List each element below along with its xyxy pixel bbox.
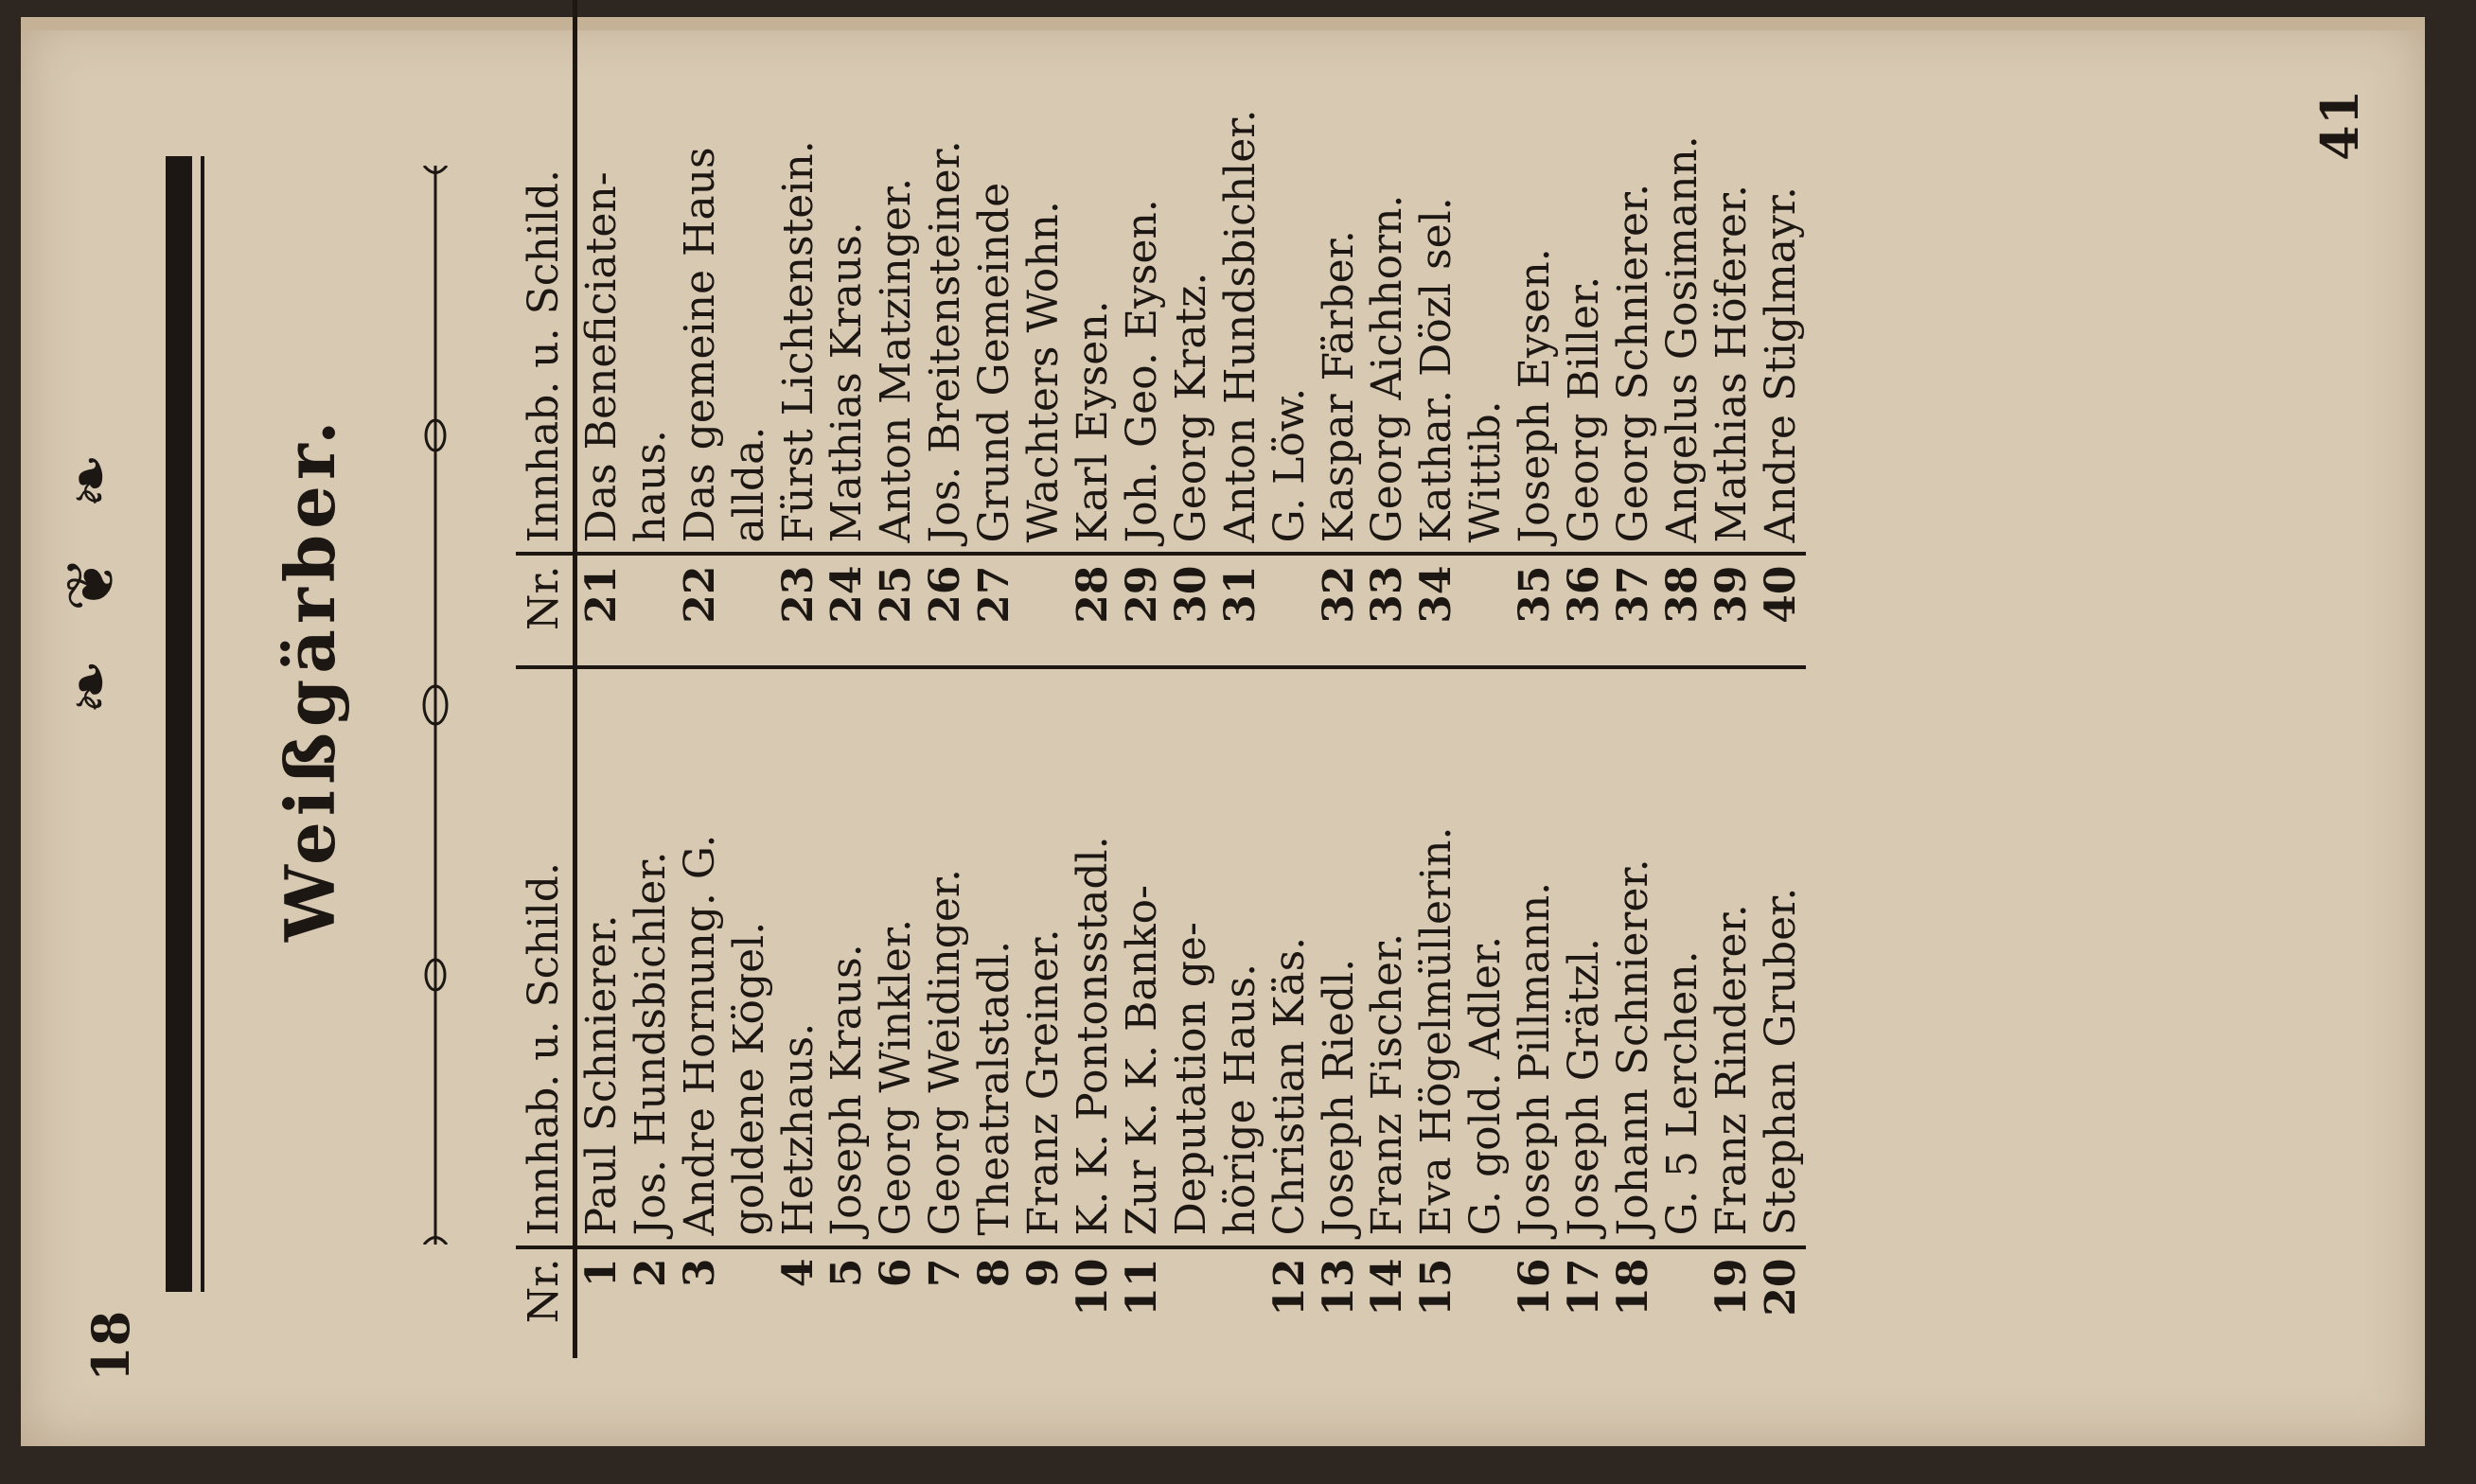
header-owner: Innhab. u. Schild.: [516, 0, 575, 554]
table-row: [1315, 0, 1364, 1358]
owner-name-right: Georg Kratz.: [1166, 272, 1215, 543]
house-number-left: 15: [1412, 1247, 1461, 1358]
house-number-right: 35: [1511, 554, 1560, 667]
house-number-right: 34: [1412, 554, 1461, 667]
table-row: [1757, 0, 1806, 1358]
owner-name-right: Mathias Höferer.: [1707, 184, 1756, 543]
owner-name-left: Theatralstadl.: [970, 940, 1019, 1236]
header-owner: Innhab. u. Schild.: [516, 667, 575, 1247]
owner-name-right: Anton Hundsbichler.: [1215, 109, 1265, 543]
page-title: Weißgärber.: [270, 415, 350, 942]
table-row: [1363, 0, 1412, 1358]
owner-name-left: Jos. Hundsbichler.: [626, 851, 675, 1236]
table-row: [1609, 0, 1658, 1358]
house-number-left: 10: [1069, 1247, 1118, 1358]
owner-name-left: Joseph Pillmann.: [1511, 881, 1560, 1236]
owner-name-left: K. K. Pontonsstadl.: [1068, 836, 1117, 1236]
house-number-left: 4: [774, 1247, 823, 1358]
owner-name-left: Zur K. K. Banko-: [1117, 884, 1166, 1236]
house-number-left: [725, 1247, 774, 1358]
table-row: [1560, 0, 1609, 1358]
house-number-left: 8: [970, 1247, 1019, 1358]
owner-name-right: Georg Biller.: [1560, 275, 1609, 543]
header-ornament: ❧ ❦ ❧: [52, 439, 130, 715]
table-row: [627, 0, 676, 1358]
house-number-left: [1216, 1247, 1265, 1358]
owner-name-left: Georg Winkler.: [872, 918, 921, 1236]
table-row: [1461, 0, 1511, 1358]
house-number-right: 27: [970, 554, 1019, 667]
owner-name-right: Joh. Geo. Eysen.: [1117, 199, 1166, 543]
owner-name-left: Franz Greiner.: [1019, 928, 1069, 1236]
owner-name-right: Das gemeine Haus: [675, 147, 724, 543]
owner-name-right: Jos. Breitensteiner.: [921, 140, 970, 543]
house-number-left: 12: [1265, 1247, 1315, 1358]
house-number-right: 32: [1315, 554, 1364, 667]
owner-name-left: Joseph Kraus.: [822, 944, 872, 1236]
owner-name-left: hörige Haus.: [1215, 963, 1265, 1236]
house-number-right: [627, 554, 676, 667]
house-number-left: 11: [1118, 1247, 1167, 1358]
header-nr: Nr.: [516, 554, 575, 667]
house-number-left: 18: [1609, 1247, 1658, 1358]
owner-name-right: Georg Aichhorn.: [1363, 194, 1412, 543]
owner-name-right: haus.: [626, 429, 675, 543]
house-number-right: [1461, 554, 1511, 667]
house-number-left: 13: [1315, 1247, 1364, 1358]
table-row: [1118, 0, 1167, 1358]
owner-name-right: Das Beneficiaten-: [576, 171, 626, 543]
table-row: [970, 0, 1019, 1358]
house-number-right: 23: [774, 554, 823, 667]
table-row: [1265, 0, 1315, 1358]
owner-name-right: Anton Matzinger.: [872, 177, 921, 543]
table-row: [1167, 0, 1216, 1358]
house-number-right: 24: [822, 554, 872, 667]
house-number-right: [1265, 554, 1315, 667]
house-number-left: 14: [1363, 1247, 1412, 1358]
owner-name-right: Karl Eysen.: [1068, 300, 1117, 543]
owner-name-left: Franz Rinderer.: [1707, 904, 1756, 1236]
owner-name-left: G. gold. Adler.: [1461, 935, 1511, 1236]
house-number-left: [1461, 1247, 1511, 1358]
owner-name-left: Andre Hornung. G.: [675, 834, 724, 1236]
house-number-left: 20: [1757, 1247, 1806, 1358]
house-number-right: 21: [575, 554, 626, 667]
owner-name-left: Johann Schnierer.: [1608, 858, 1657, 1236]
house-number-right: 31: [1216, 554, 1265, 667]
table-row: [1412, 0, 1461, 1358]
house-number-left: 19: [1707, 1247, 1757, 1358]
header-rule-thin: [201, 156, 204, 1292]
owner-name-left: Paul Schnierer.: [576, 914, 626, 1236]
house-number-right: [725, 554, 774, 667]
house-number-left: 17: [1560, 1247, 1609, 1358]
owner-name-right: Fürst Lichtenstein.: [773, 140, 822, 543]
table-row: [1658, 0, 1707, 1358]
owner-name-right: Wachters Wohn.: [1019, 201, 1069, 543]
page-number-left: 18: [80, 1310, 141, 1382]
table-row: [872, 0, 921, 1358]
house-number-left: 3: [676, 1247, 725, 1358]
house-number-left: 2: [627, 1247, 676, 1358]
house-number-right: 38: [1658, 554, 1707, 667]
house-number-left: 6: [872, 1247, 921, 1358]
owner-name-right: Angelus Gosimann.: [1657, 135, 1707, 543]
house-number-right: 36: [1560, 554, 1609, 667]
owner-name-right: allda.: [724, 426, 773, 543]
house-number-left: 16: [1511, 1247, 1560, 1358]
table-row: [774, 0, 823, 1358]
owner-name-left: Joseph Grätzl.: [1560, 937, 1609, 1236]
owner-name-right: Joseph Eysen.: [1511, 248, 1560, 543]
house-number-left: 9: [1019, 1247, 1069, 1358]
house-number-right: 37: [1609, 554, 1658, 667]
table-row: [921, 0, 970, 1358]
house-number-left: 1: [575, 1247, 626, 1358]
house-number-right: 33: [1363, 554, 1412, 667]
owner-name-right: G. Löw.: [1265, 387, 1314, 543]
owner-name-left: Hetzhaus.: [773, 1022, 822, 1236]
owner-name-right: Kathar. Dözl sel.: [1412, 197, 1461, 543]
ornamental-divider: [416, 166, 454, 1245]
house-number-right: 40: [1757, 554, 1806, 667]
table-row: [1019, 0, 1069, 1358]
owner-name-right: Andre Stiglmayr.: [1756, 186, 1805, 543]
house-number-right: 30: [1167, 554, 1216, 667]
house-number-right: 22: [676, 554, 725, 667]
owner-name-left: Stephan Gruber.: [1756, 887, 1805, 1236]
house-number-right: 26: [921, 554, 970, 667]
owner-name-left: Franz Fischer.: [1363, 932, 1412, 1236]
house-number-left: [1167, 1247, 1216, 1358]
owner-name-left: G. 5 Lerchen.: [1657, 950, 1707, 1236]
page-number-right: 41: [2309, 89, 2370, 161]
owner-name-left: Joseph Riedl.: [1314, 958, 1363, 1236]
owner-name-right: Grund Gemeinde: [970, 182, 1019, 543]
house-number-right: 39: [1707, 554, 1757, 667]
owner-name-left: Christian Käs.: [1265, 936, 1314, 1236]
header-nr: Nr.: [516, 1247, 575, 1358]
owner-name-left: Deputation ge-: [1166, 922, 1215, 1236]
table-row: [1216, 0, 1265, 1358]
table-row: [822, 0, 872, 1358]
house-number-right: 29: [1118, 554, 1167, 667]
owner-name-left: Eva Högelmüllerin.: [1412, 826, 1461, 1236]
owner-name-left: Georg Weidinger.: [921, 868, 970, 1236]
rotated-page-content: [0, 14, 2395, 1472]
table-row: [725, 0, 774, 1358]
table-row: [1069, 0, 1118, 1358]
table-row: [575, 0, 626, 1358]
owner-name-right: Mathias Kraus.: [822, 221, 872, 543]
house-number-left: 7: [921, 1247, 970, 1358]
header-rule-thick: [166, 156, 192, 1292]
house-number-right: [1019, 554, 1069, 667]
table-row: [676, 0, 725, 1358]
owner-name-left: goldene Kögel.: [724, 921, 773, 1236]
house-number-right: 25: [872, 554, 921, 667]
owner-name-right: Kaspar Färber.: [1314, 230, 1363, 543]
table-row: [1707, 0, 1757, 1358]
house-number-left: [1658, 1247, 1707, 1358]
owner-name-right: Wittib.: [1461, 400, 1511, 543]
register-table: [516, 0, 1806, 1358]
table-row: [1511, 0, 1560, 1358]
table-header-row: [516, 0, 575, 1358]
house-number-right: 28: [1069, 554, 1118, 667]
house-number-left: 5: [822, 1247, 872, 1358]
owner-name-right: Georg Schnierer.: [1608, 183, 1657, 543]
